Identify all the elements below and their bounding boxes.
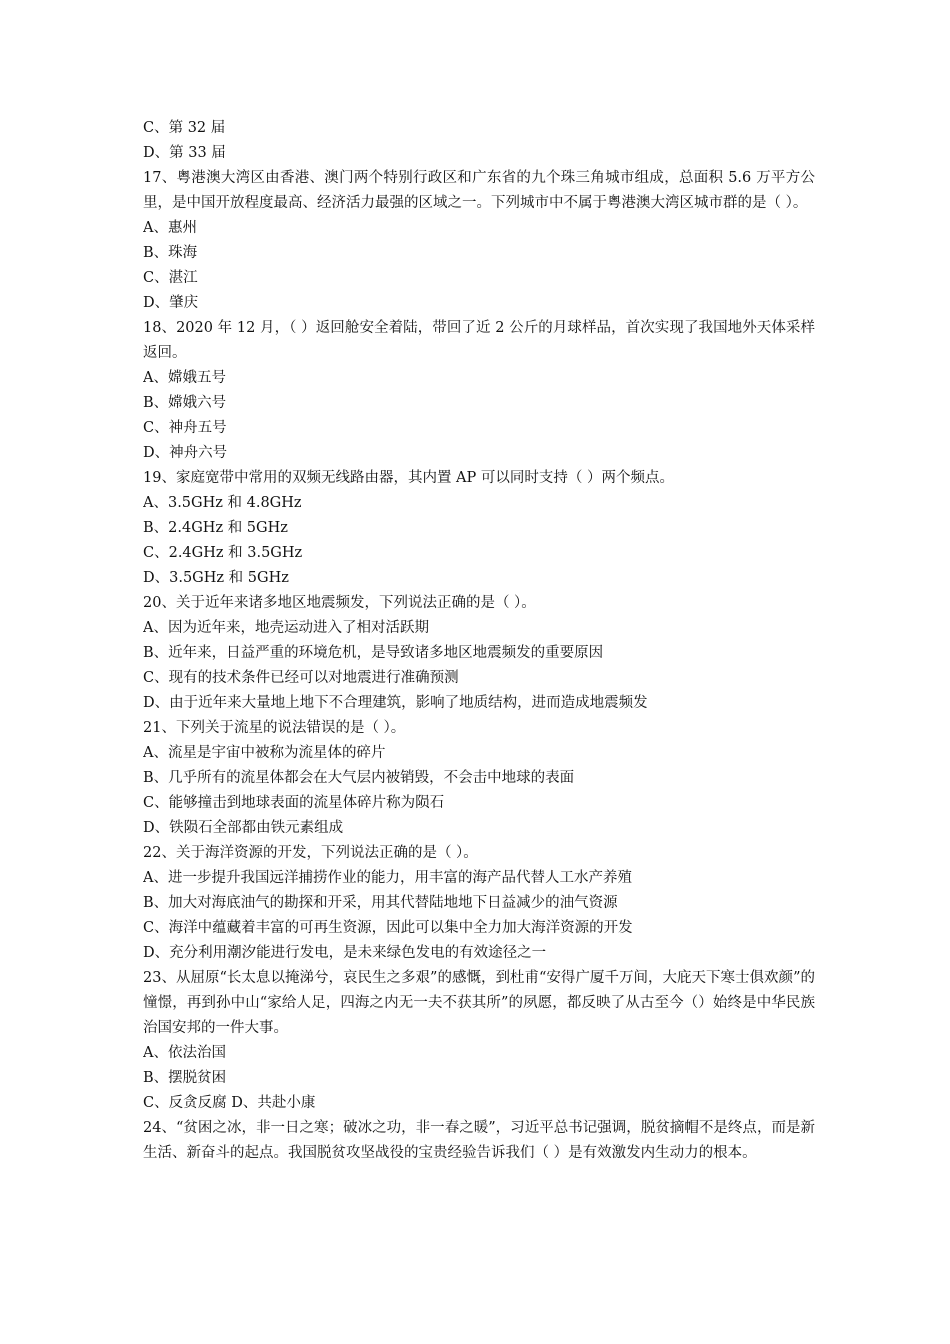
answer-option: A、3.5GHz 和 4.8GHz [143, 495, 302, 511]
answer-option: B、加大对海底油气的勘探和开采，用其代替陆地地下日益减少的油气资源 [143, 895, 618, 911]
answer-option: A、嫦娥五号 [143, 370, 226, 386]
answer-option: D、由于近年来大量地上地下不合理建筑，影响了地质结构，进而造成地震频发 [143, 695, 648, 711]
answer-option: B、近年来，日益严重的环境危机，是导致诸多地区地震频发的重要原因 [143, 645, 604, 661]
answer-option: A、因为近年来，地壳运动进入了相对活跃期 [143, 620, 429, 636]
answer-option: C、能够撞击到地球表面的流星体碎片称为陨石 [143, 795, 445, 811]
answer-option: B、嫦娥六号 [143, 395, 227, 411]
answer-option: A、惠州 [143, 220, 197, 236]
answer-option: B、珠海 [143, 245, 198, 261]
answer-option: C、2.4GHz 和 3.5GHz [143, 545, 303, 561]
answer-option: D、3.5GHz 和 5GHz [143, 570, 289, 586]
answer-option: D、肇庆 [143, 295, 199, 311]
question-text: 21、下列关于流星的说法错误的是（ ）。 [143, 720, 406, 736]
document-page [143, 116, 815, 1166]
question-text: 24、“贫困之冰，非一日之寒；破冰之功，非一春之暖”，习近平总书记强调，脱贫摘帽不是终点，而是新生活、新奋斗的起点。我国脱贫攻坚战役的宝贵经验告诉我们（ ）是有效激发内生动力的根本。 [143, 1120, 815, 1161]
answer-option: C、第 32 届 [143, 120, 226, 136]
question-text: 22、关于海洋资源的开发，下列说法正确的是（ ）。 [143, 845, 478, 861]
answer-option: C、现有的技术条件已经可以对地震进行准确预测 [143, 670, 459, 686]
answer-option: D、铁陨石全部都由铁元素组成 [143, 820, 344, 836]
answer-option: A、流星是宇宙中被称为流星体的碎片 [143, 745, 386, 761]
question-text: 19、家庭宽带中常用的双频无线路由器，其内置 AP 可以同时支持（ ）两个频点。 [143, 470, 675, 486]
answer-option: A、进一步提升我国远洋捕捞作业的能力，用丰富的海产品代替人工水产养殖 [143, 870, 632, 886]
question-text: 20、关于近年来诸多地区地震频发，下列说法正确的是（ ）。 [143, 595, 536, 611]
question-text: 17、粤港澳大湾区由香港、澳门两个特别行政区和广东省的九个珠三角城市组成，总面积 5.6 万平方公里，是中国开放程度最高、经济活力最强的区域之一。下列城市中不属于粤港澳大湾区城市群的是（ ）。 [143, 170, 815, 211]
answer-option: C、海洋中蕴藏着丰富的可再生资源，因此可以集中全力加大海洋资源的开发 [143, 920, 633, 936]
answer-option: D、充分利用潮汐能进行发电，是未来绿色发电的有效途径之一 [143, 945, 547, 961]
answer-option: D、神舟六号 [143, 445, 228, 461]
answer-option: C、反贪反腐 D、共赴小康 [143, 1095, 316, 1111]
answer-option: B、2.4GHz 和 5GHz [143, 520, 288, 536]
question-text: 18、2020 年 12 月，（ ）返回舱安全着陆，带回了近 2 公斤的月球样品，首次实现了我国地外天体采样返回。 [143, 320, 815, 361]
answer-option: C、湛江 [143, 270, 198, 286]
question-text: 23、从屈原“长太息以掩涕兮，哀民生之多艰”的感慨，到杜甫“安得广厦千万间，大庇天下寒士俱欢颜”的憧憬，再到孙中山“家给人足，四海之内无一夫不获其所”的夙愿，都反映了从古至今（）始终是中华民族治国安邦的一件大事。 [143, 970, 815, 1036]
answer-option: D、第 33 届 [143, 145, 226, 161]
answer-option: B、几乎所有的流星体都会在大气层内被销毁，不会击中地球的表面 [143, 770, 575, 786]
answer-option: C、神舟五号 [143, 420, 227, 436]
answer-option: A、依法治国 [143, 1045, 226, 1061]
answer-option: B、摆脱贫困 [143, 1070, 227, 1086]
